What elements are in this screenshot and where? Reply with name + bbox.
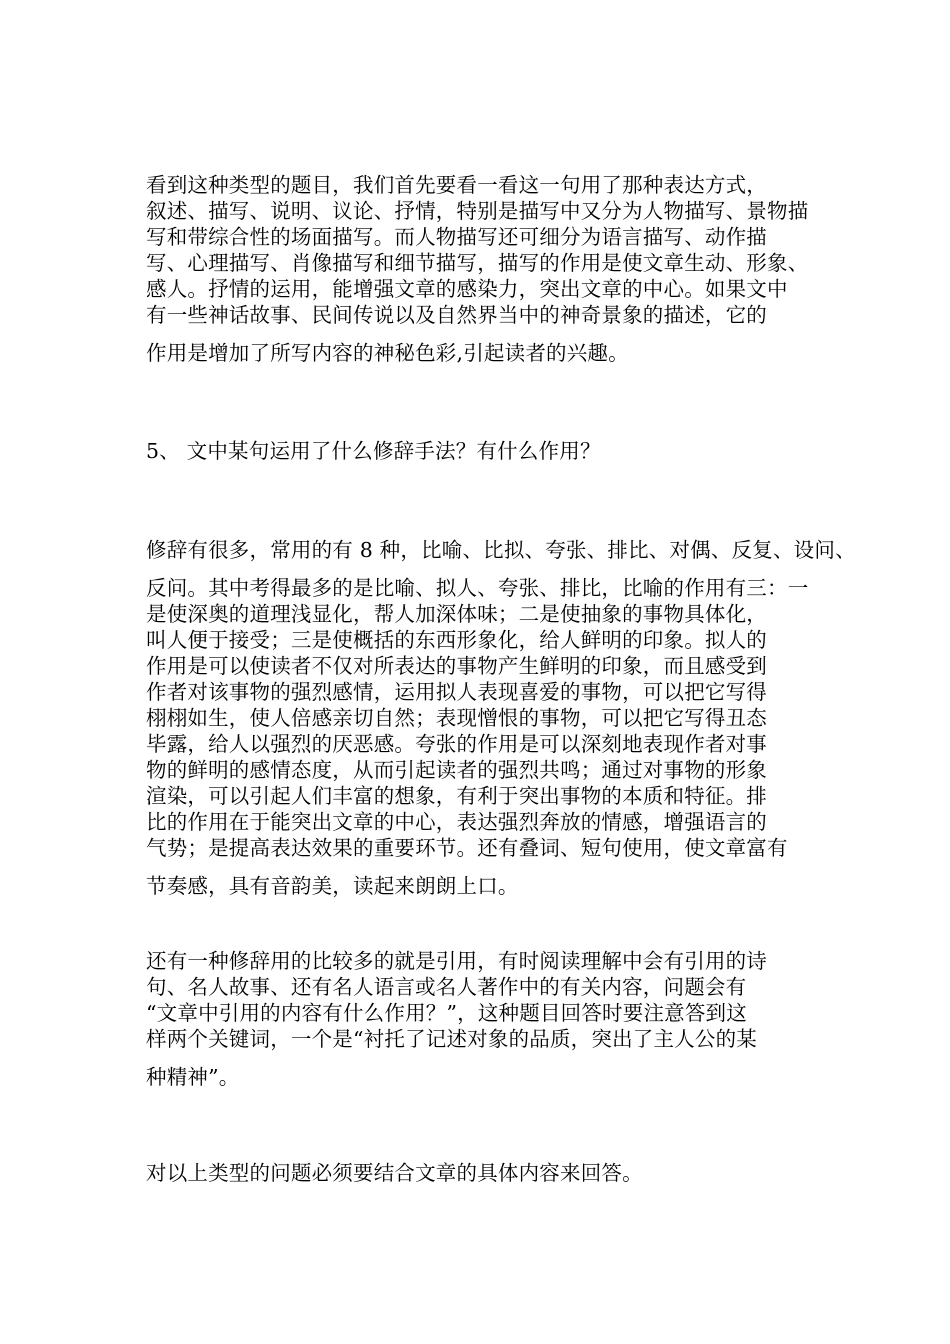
paragraph-rhetoric xyxy=(146,537,856,899)
text-line: 看到这种类型的题目，我们首先要看一看这一句用了那种表达方式， xyxy=(146,173,767,197)
text-line: 毕露，给人以强烈的厌恶感。夸张的作用是可以深刻地表现作者对事 xyxy=(146,732,767,756)
text-line: 物的鲜明的感情态度，从而引起读者的强烈共鸣；通过对事物的形象 xyxy=(146,758,767,782)
text-line: “文章中引用的内容有什么作用？”，这种题目回答时要注意答到这 xyxy=(146,1001,747,1025)
paragraph-quotation xyxy=(146,948,826,1090)
text-line: 还有一种修辞用的比较多的就是引用，有时阅读理解中会有引用的诗 xyxy=(146,949,767,973)
text-line: 种精神”。 xyxy=(146,1065,240,1089)
text-line: 写和带综合性的场面描写。而人物描写还可细分为语言描写、动作描 xyxy=(146,225,767,249)
text-line: 比的作用在于能突出文章的中心，表达强烈奔放的情感，增强语言的 xyxy=(146,810,767,834)
paragraph-conclusion xyxy=(146,1160,826,1186)
text-line: 反问。其中考得最多的是比喻、拟人、夸张、排比，比喻的作用有三：一 xyxy=(146,576,809,600)
text-line: 渲染，可以引起人们丰富的想象，有利于突出事物的本质和特征。排 xyxy=(146,784,767,808)
text-line: 气势；是提高表达效果的重要环节。还有叠词、短句使用，使文章富有 xyxy=(146,836,788,860)
text-line: 句、名人故事、还有名人语言或名人著作中的有关内容，问题会有 xyxy=(146,975,747,999)
text-line: 作者对该事物的强烈感情，运用拟人表现喜爱的事物，可以把它写得 xyxy=(146,680,767,704)
text-line: 样两个关键词，一个是“衬托了记述对象的品质，突出了主人公的某 xyxy=(146,1027,757,1051)
text-line: 节奏感，具有音韵美，读起来朗朗上口。 xyxy=(146,874,519,898)
text-line: 作用是可以使读者不仅对所表达的事物产生鲜明的印象，而且感受到 xyxy=(146,654,767,678)
text-line: 叫人便于接受；三是使概括的东西形象化，给人鲜明的印象。拟人的 xyxy=(146,628,767,652)
text-line: 修辞有很多，常用的有 8 种，比喻、比拟、夸张、排比、对偶、反复、设问、 xyxy=(146,538,856,562)
heading-text: 5、 文中某句运用了什么修辞手法？有什么作用？ xyxy=(146,439,601,463)
question-heading-5 xyxy=(146,438,826,464)
text-line: 叙述、描写、说明、议论、抒情，特别是描写中又分为人物描写、景物描 xyxy=(146,199,809,223)
text-line: 写、心理描写、肖像描写和细节描写，描写的作用是使文章生动、形象、 xyxy=(146,251,809,275)
paragraph-expression-methods xyxy=(146,172,826,366)
text-line: 感人。抒情的运用，能增强文章的感染力，突出文章的中心。如果文中 xyxy=(146,277,788,301)
text-line: 栩栩如生，使人倍感亲切自然；表现憎恨的事物，可以把它写得丑态 xyxy=(146,706,767,730)
text-line: 有一些神话故事、民间传说以及自然界当中的神奇景象的描述，它的 xyxy=(146,303,767,327)
text-line: 作用是增加了所写内容的神秘色彩,引起读者的兴趣。 xyxy=(146,341,629,365)
text-line: 对以上类型的问题必须要结合文章的具体内容来回答。 xyxy=(146,1161,643,1185)
text-line: 是使深奥的道理浅显化，帮人加深体味；二是使抽象的事物具体化， xyxy=(146,602,767,626)
